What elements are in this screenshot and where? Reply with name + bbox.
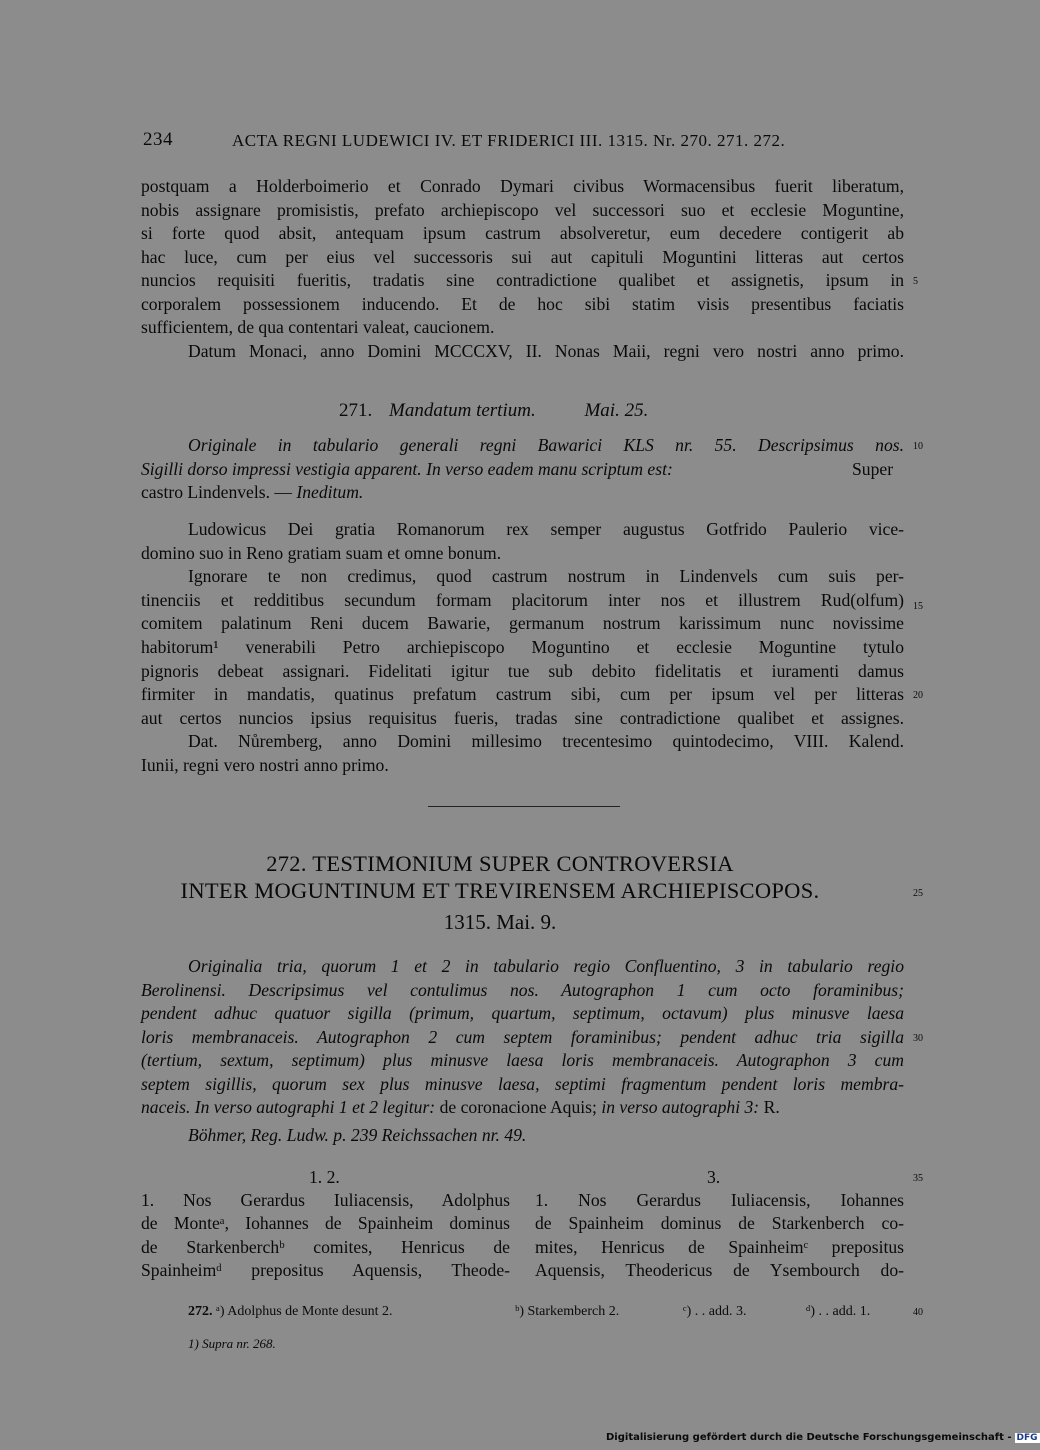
doc-272-title-line1: 272. TESTIMONIUM SUPER CONTROVERSIA: [266, 851, 734, 876]
text-line: tinenciis et redditibus secundum formam placitorum inter nos et illustrem Rud(olfum): [141, 590, 904, 610]
source-note-line: Originalia tria, quorum 1 et 2 in tabulario regio Confluentino, 3 in tabulario regio: [188, 956, 904, 976]
column-heading-right: 3.: [707, 1167, 721, 1187]
source-note-line: (tertium, sextum, septimum) plus minusve laesa loris membranaceis. Autographon 3 cum: [141, 1050, 904, 1070]
doc-date: Mai. 25.: [584, 400, 649, 421]
source-note-text: castro Lindenvels. —: [141, 482, 292, 502]
continuation-line: si forte quod absit, antequam ipsum castrum absolveretur, eum decedere contigerit ab: [141, 223, 904, 243]
continuation-line: hac luce, cum per eius vel successoris sui aut capituli Moguntini litteras aut certos: [141, 247, 904, 267]
source-note-line: Sigilli dorso impressi vestigia apparent. In verso eadem manu scriptum est:: [141, 459, 673, 479]
line-number: 15: [913, 601, 923, 612]
source-note-text: de coronacione Aquis;: [439, 1097, 597, 1117]
footnote-b: ᵇ) Starkemberch 2.: [515, 1304, 620, 1319]
credit-text: Digitalisierung gefördert durch die Deutsche Forschungsgemeinschaft -: [606, 1432, 1012, 1443]
recto-sign: R.: [763, 1097, 780, 1117]
source-note-line: Berolinensi. Descripsimus vel contulimus nos. Autographon 1 cum octo foraminibus;: [141, 980, 904, 1000]
text-line: pignoris debeat assignari. Fidelitati igitur tue sub debito fidelitatis et iuramenti damus: [141, 661, 904, 681]
source-note-line: [141, 481, 363, 505]
column-right-line: mites, Henricus de Spainheimᶜ prepositus: [535, 1237, 904, 1257]
column-right-line: 1. Nos Gerardus Iuliacensis, Iohannes: [535, 1190, 904, 1210]
footnote-c: ᶜ) . . add. 3.: [683, 1304, 747, 1319]
continuation-line: sufficientem, de qua contentari valeat, caucionem.: [141, 317, 495, 337]
source-note-line: [141, 1096, 780, 1120]
line-number: 35: [913, 1173, 923, 1184]
column-right-line: Aquensis, Theodericus de Ysembourch do-: [535, 1260, 904, 1280]
column-heading-left: 1. 2.: [309, 1167, 340, 1187]
source-note-line: loris membranaceis. Autographon 2 cum septem foraminibus; pendent adhuc tria sigilla: [141, 1027, 904, 1047]
doc-number: 271.: [339, 400, 373, 421]
continuation-line: nuncios requisiti fueritis, tradatis sine contradictione qualibet et assignetis, ipsum in: [141, 270, 904, 290]
line-number: 40: [913, 1307, 923, 1318]
text-line: habitorum¹ venerabili Petro archiepiscopo Moguntino et ecclesie Moguntine tytulo: [141, 637, 904, 657]
text-line: Dat. Nůremberg, anno Domini millesimo trecentesimo quintodecimo, VIII. Kalend.: [188, 731, 904, 751]
datum-line: Datum Monaci, anno Domini MCCCXV, II. Nonas Maii, regni vero nostri anno primo.: [188, 341, 904, 361]
doc-272-title-line2: INTER MOGUNTINUM ET TREVIRENSEM ARCHIEPISCOPOS.: [180, 878, 820, 903]
source-note-text: in verso autographi 3:: [601, 1097, 760, 1117]
column-left-line: Spainheimᵈ prepositus Aquensis, Theode-: [141, 1260, 510, 1280]
text-line: Iunii, regni vero nostri anno primo.: [141, 755, 389, 775]
source-note-super: Super: [852, 459, 894, 479]
ineditum: Ineditum.: [296, 482, 364, 502]
continuation-line: postquam a Holderboimerio et Conrado Dymari civibus Wormacensibus fuerit liberatum,: [141, 176, 904, 196]
footnote-1: 1) Supra nr. 268.: [188, 1336, 276, 1351]
doc-272-date: 1315. Mai. 9.: [443, 910, 557, 934]
column-left-line: de Monteᵃ, Iohannes de Spainheim dominus: [141, 1213, 510, 1233]
text-line: domino suo in Reno gratiam suam et omne bonum.: [141, 543, 502, 563]
variant-footnotes: [188, 1304, 392, 1320]
source-note-line: septem sigillis, quorum sex plus minusve laesa, septimi fragmentum pendent loris membra-: [141, 1074, 904, 1094]
page-number: 234: [143, 129, 173, 150]
source-note-text: naceis. In verso autographi 1 et 2 legitur:: [141, 1097, 436, 1117]
column-left-line: de Starkenberchᵇ comites, Henricus de: [141, 1237, 510, 1257]
running-title: ACTA REGNI LUDEWICI IV. ET FRIDERICI III. 1315. Nr. 270. 271. 272.: [232, 131, 786, 150]
text-line: aut certos nuncios ipsius requisitus fueris, tradas sine contradictione qualibet et assignes.: [141, 708, 904, 728]
doc-title: Mandatum tertium.: [389, 400, 536, 421]
line-number: 25: [913, 888, 923, 899]
digitization-credit: [606, 1432, 1040, 1443]
source-note-line: Originale in tabulario generali regni Bawarici KLS nr. 55. Descripsimus nos.: [188, 435, 904, 455]
line-number: 10: [913, 441, 923, 452]
source-note-line: pendent adhuc quatuor sigilla (primum, quartum, septimum, octavum) plus minusve laesa: [141, 1003, 904, 1023]
continuation-line: corporalem possessionem inducendo. Et de hoc sibi statim visis presentibus faciatis: [141, 294, 904, 314]
column-left-line: 1. Nos Gerardus Iuliacensis, Adolphus: [141, 1190, 510, 1210]
dfg-logo: DFG: [1016, 1433, 1038, 1443]
footnote-label: 272.: [188, 1304, 213, 1319]
text-line: Ignorare te non credimus, quod castrum nostrum in Lindenvels cum suis per-: [188, 566, 904, 586]
footnote-d: ᵈ) . . add. 1.: [806, 1304, 871, 1319]
text-line: firmiter in mandatis, quatinus prefatum castrum sibi, cum per ipsum vel per litteras: [141, 684, 904, 704]
column-right-line: de Spainheim dominus de Starkenberch co-: [535, 1213, 904, 1233]
footnote-a: ᵃ) Adolphus de Monte desunt 2.: [216, 1304, 393, 1319]
text-line: comitem palatinum Reni ducem Bawarie, germanum nostrum karissimum nunc novissime: [141, 613, 904, 633]
doc-271-title: [339, 400, 648, 422]
boehmer-reference: Böhmer, Reg. Ludw. p. 239 Reichssachen nr. 49.: [188, 1125, 527, 1145]
text-line: Ludowicus Dei gratia Romanorum rex semper augustus Gotfrido Paulerio vice-: [188, 519, 904, 539]
section-divider: [428, 806, 620, 807]
line-number: 30: [913, 1033, 923, 1044]
continuation-line: nobis assignare promisistis, prefato archiepiscopo vel successori suo et ecclesie Moguntine,: [141, 200, 904, 220]
line-number: 5: [913, 276, 918, 287]
line-number: 20: [913, 690, 923, 701]
